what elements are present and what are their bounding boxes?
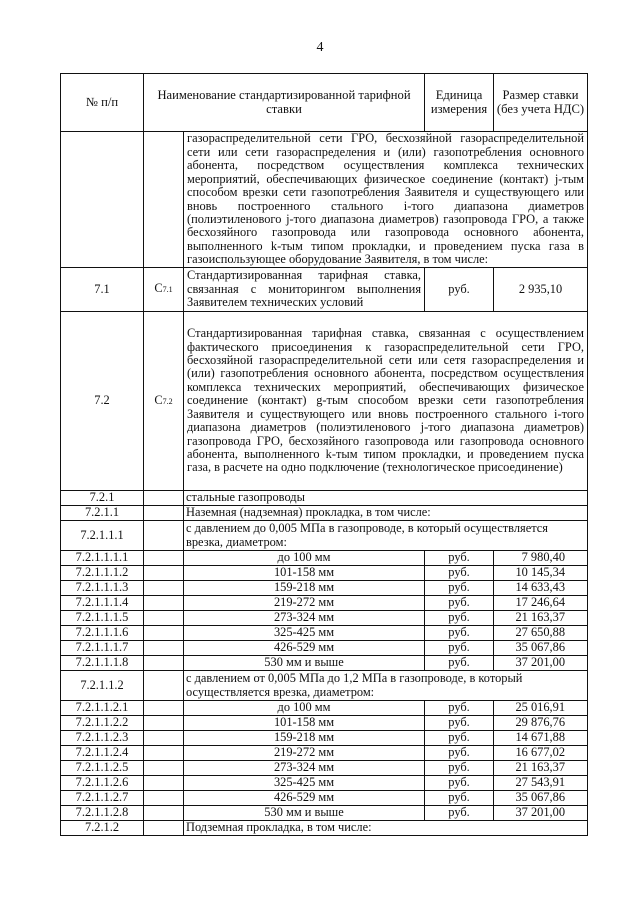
diameter-range: 325-425 мм xyxy=(184,776,425,791)
diameter-range: 219-272 мм xyxy=(184,746,425,761)
diameter-range: 426-529 мм xyxy=(184,641,425,656)
rate-unit: руб. xyxy=(425,656,494,671)
rate-value: 14 633,43 xyxy=(494,581,588,596)
rate-unit: руб. xyxy=(425,626,494,641)
rate-value: 7 980,40 xyxy=(494,551,588,566)
row-num: 7.2.1.1.1.7 xyxy=(61,641,144,656)
table-row xyxy=(61,596,588,611)
rate-name: Стандартизированная тарифная ставка, связанная с осуществлением фактического присоединения к газораспределительной сети ГРО, бесхозяйной газораспределительной сети или сетя газораспределения и (или) газопотребления основного абонента, посредством осуществления комплекса технических мероприятий, обеспечивающих физическое соединение (контакт) g-тым способом врезки сети газопотребления Заявителя и существующего или вновь построенного стального i-того диапазона диаметров (полиэтиленового j-того диапазона диаметров) газопровода ГРО, бесхозяйного газопровода или газопровода основного абонента, выполненного k-тым типом прокладки, и проведением пуска газа, в расчете на одно подключение (технологическое присоединение) xyxy=(184,312,588,491)
table-row xyxy=(61,312,588,491)
row-num: 7.2.1.1.1.3 xyxy=(61,581,144,596)
row-num: 7.2.1.1.2.3 xyxy=(61,731,144,746)
table-row xyxy=(61,626,588,641)
rate-unit: руб. xyxy=(425,776,494,791)
table-row xyxy=(61,821,588,836)
rate-code xyxy=(144,656,184,671)
table-row xyxy=(61,776,588,791)
table-row xyxy=(61,551,588,566)
table-row xyxy=(61,641,588,656)
rate-code xyxy=(144,611,184,626)
rate-code: C7.2 xyxy=(144,312,184,491)
rate-unit: руб. xyxy=(425,761,494,776)
rate-value: 21 163,37 xyxy=(494,761,588,776)
table-row xyxy=(61,268,588,312)
rate-unit: руб. xyxy=(425,566,494,581)
diameter-range: 530 мм и выше xyxy=(184,656,425,671)
rate-code xyxy=(144,776,184,791)
row-num: 7.2.1.1 xyxy=(61,506,144,521)
rate-unit: руб. xyxy=(425,716,494,731)
group-1-rows xyxy=(61,551,588,671)
diameter-range: до 100 мм xyxy=(184,701,425,716)
table-row xyxy=(61,716,588,731)
rate-value: 16 677,02 xyxy=(494,746,588,761)
row-num: 7.2.1.1.1.1 xyxy=(61,551,144,566)
diameter-range: до 100 мм xyxy=(184,551,425,566)
rate-code: C7.1 xyxy=(144,268,184,312)
rate-code xyxy=(144,791,184,806)
row-num: 7.2.1.1.1 xyxy=(61,521,144,551)
diameter-range: 273-324 мм xyxy=(184,611,425,626)
table-row xyxy=(61,611,588,626)
row-num: 7.2.1.1.2.4 xyxy=(61,746,144,761)
row-num: 7.2.1.1.2.1 xyxy=(61,701,144,716)
diameter-range: 101-158 мм xyxy=(184,716,425,731)
row-num: 7.1 xyxy=(61,268,144,312)
row-num: 7.2.1.1.2.7 xyxy=(61,791,144,806)
rate-code xyxy=(144,746,184,761)
row-num: 7.2.1.1.1.5 xyxy=(61,611,144,626)
table-row xyxy=(61,761,588,776)
group-2-rows xyxy=(61,701,588,821)
table-header-row xyxy=(61,74,588,132)
rate-code xyxy=(144,761,184,776)
diameter-range: 159-218 мм xyxy=(184,581,425,596)
section-label: с давлением от 0,005 МПа до 1,2 МПа в газопроводе, в который осуществляется врезка, диаметром: xyxy=(184,671,588,701)
table-row xyxy=(61,521,588,551)
row-num: 7.2.1.1.1.4 xyxy=(61,596,144,611)
table-row xyxy=(61,701,588,716)
row-num: 7.2.1.2 xyxy=(61,821,144,836)
row-num: 7.2.1.1.2.8 xyxy=(61,806,144,821)
rate-unit: руб. xyxy=(425,791,494,806)
rate-code xyxy=(144,716,184,731)
rate-unit: руб. xyxy=(425,611,494,626)
header-rate: Размер ставки (без учета НДС) xyxy=(494,74,588,132)
table-row xyxy=(61,806,588,821)
diameter-range: 426-529 мм xyxy=(184,791,425,806)
section-label: Подземная прокладка, в том числе: xyxy=(184,821,588,836)
rate-value: 25 016,91 xyxy=(494,701,588,716)
table-row xyxy=(61,491,588,506)
rate-code xyxy=(144,701,184,716)
rate-value: 29 876,76 xyxy=(494,716,588,731)
table-row xyxy=(61,506,588,521)
rate-code xyxy=(144,551,184,566)
rate-code xyxy=(144,581,184,596)
rate-code xyxy=(144,596,184,611)
rate-value: 27 650,88 xyxy=(494,626,588,641)
diameter-range: 101-158 мм xyxy=(184,566,425,581)
page-number: 4 xyxy=(316,40,324,55)
tariff-table xyxy=(60,73,588,836)
section-label: стальные газопроводы xyxy=(184,491,588,506)
rate-unit: руб. xyxy=(425,581,494,596)
rate-value: 27 543,91 xyxy=(494,776,588,791)
table-row xyxy=(61,581,588,596)
table-row xyxy=(61,132,588,268)
rate-unit: руб. xyxy=(425,641,494,656)
row-num: 7.2.1.1.2 xyxy=(61,671,144,701)
rate-value: 21 163,37 xyxy=(494,611,588,626)
section-label: с давлением до 0,005 МПа в газопроводе, в который осуществляется врезка, диаметром: xyxy=(184,521,588,551)
row-num: 7.2.1.1.2.5 xyxy=(61,761,144,776)
diameter-range: 219-272 мм xyxy=(184,596,425,611)
table-row xyxy=(61,731,588,746)
rate-code xyxy=(144,566,184,581)
table-row xyxy=(61,566,588,581)
rate-value: 2 935,10 xyxy=(494,268,588,312)
rate-value: 14 671,88 xyxy=(494,731,588,746)
table-row xyxy=(61,671,588,701)
row-num: 7.2.1.1.1.8 xyxy=(61,656,144,671)
section-label: Наземная (надземная) прокладка, в том числе: xyxy=(184,506,588,521)
rate-code xyxy=(144,731,184,746)
diameter-range: 530 мм и выше xyxy=(184,806,425,821)
rate-value: 35 067,86 xyxy=(494,641,588,656)
rate-name: Стандартизированная тарифная ставка, связанная с мониторингом выполнения Заявителем технических условий xyxy=(184,268,425,312)
rate-value: 10 145,34 xyxy=(494,566,588,581)
row-num: 7.2 xyxy=(61,312,144,491)
rate-unit: руб. xyxy=(425,701,494,716)
row-num: 7.2.1.1.1.2 xyxy=(61,566,144,581)
rate-unit: руб. xyxy=(425,806,494,821)
table-row xyxy=(61,746,588,761)
row-num: 7.2.1.1.2.2 xyxy=(61,716,144,731)
table-row xyxy=(61,656,588,671)
rate-unit: руб. xyxy=(425,746,494,761)
rate-code xyxy=(144,806,184,821)
row-num: 7.2.1 xyxy=(61,491,144,506)
header-num: № п/п xyxy=(61,74,144,132)
table-row xyxy=(61,791,588,806)
intro-text: газораспределительной сети ГРО, бесхозяйной газораспределительной сети или сети газораспределения и (или) газопотребления основного абонента, посредством осуществления комплекса технических мероприятий, обеспечивающих физическое соединение (контакт) j-тым способом врезки сети газопотребления Заявителя и существующего или вновь построенного стального i-того диапазона диаметров (полиэтиленового j-того диапазона диаметров) газопровода ГРО, а также бесхозяйного газопровода или газопровода основного абонента, выполненного k-тым типом прокладки, и проведением пуска газа в газоиспользующее оборудование Заявителя, в том числе: xyxy=(184,132,588,268)
diameter-range: 159-218 мм xyxy=(184,731,425,746)
row-num: 7.2.1.1.2.6 xyxy=(61,776,144,791)
rate-value: 17 246,64 xyxy=(494,596,588,611)
rate-code xyxy=(144,626,184,641)
rate-value: 37 201,00 xyxy=(494,806,588,821)
rate-unit: руб. xyxy=(425,268,494,312)
header-unit: Единица измерения xyxy=(425,74,494,132)
diameter-range: 273-324 мм xyxy=(184,761,425,776)
row-num: 7.2.1.1.1.6 xyxy=(61,626,144,641)
header-name: Наименование стандартизированной тарифной ставки xyxy=(144,74,425,132)
diameter-range: 325-425 мм xyxy=(184,626,425,641)
rate-unit: руб. xyxy=(425,596,494,611)
rate-value: 37 201,00 xyxy=(494,656,588,671)
rate-code xyxy=(144,641,184,656)
rate-unit: руб. xyxy=(425,731,494,746)
rate-value: 35 067,86 xyxy=(494,791,588,806)
rate-unit: руб. xyxy=(425,551,494,566)
